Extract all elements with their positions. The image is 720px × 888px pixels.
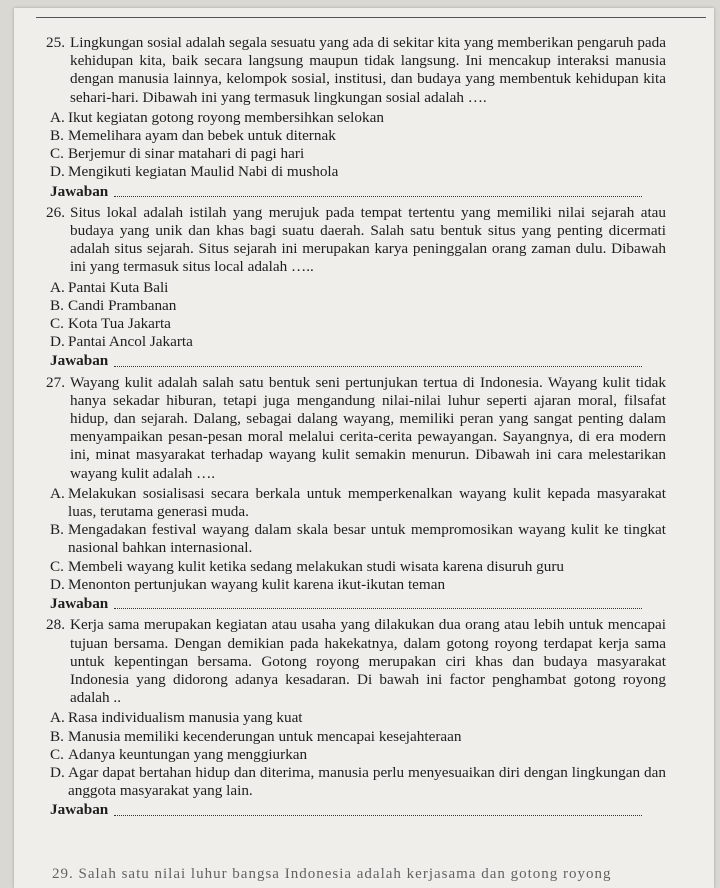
question-text: Lingkungan sosial adalah segala sesuatu yang ada di sekitar kita yang memberikan pengaruh pada kehidupan kita, baik secara langsung maupun tidak langsung. Ini mencakup interaksi manusia dengan manusia lainnya, kelompok sosial, institusi, dan budaya yang membentuk kehidupan kita sehari-hari. Dibawah ini yang termasuk lingkungan sosial adalah …. [70,34,666,106]
option-25-a[interactable] [50,109,666,127]
question-text: Situs lokal adalah istilah yang merujuk pada tempat tertentu yang memiliki nilai sejarah atau budaya yang unik dan khas bagi suatu daerah. Salah satu bentuk situs yang penting dicermati adalah situs sejarah. Situs sejarah ini merupakan karya peninggalan orang zaman dulu. Dibawah ini yang termasuk situs local adalah ….. [70,203,666,276]
option-28-a[interactable] [50,709,666,727]
option-25-b[interactable] [50,127,666,145]
option-letter: D. [50,575,65,593]
option-letter: A. [50,278,65,296]
option-26-b[interactable] [50,297,666,315]
option-text: Melakukan sosialisasi secara berkala untuk memperkenalkan wayang kulit kepada masyarakat luas, terutama generasi muda. [68,484,666,521]
option-text: Candi Prambanan [68,296,177,314]
answer-blank[interactable] [114,608,642,609]
top-border-line [36,17,706,18]
option-letter: B. [50,127,64,145]
questions-list [46,34,666,823]
question-text: Kerja sama merupakan kegiatan atau usaha yang dilakukan dua orang atau lebih untuk mencapai tujuan bersama. Dengan demikian pada hakekatnya, dalam gotong royong terdapat kerja sama untuk kepentingan bersama. Gotong royong merupakan ciri khas dan budaya masyarakat Indonesia yang didorong adanya kesadaran. Di bawah ini factor penghambat gotong royong adalah .. [70,616,666,707]
answer-line-26[interactable] [50,352,666,370]
option-letter: C. [50,745,64,763]
option-letter: C. [50,145,64,163]
option-letter: A. [50,709,65,727]
question-27 [46,374,666,483]
option-text: Menonton pertunjukan wayang kulit karena ikut-ikutan teman [68,575,446,593]
cut-off-next-question: 29. Salah satu nilai luhur bangsa Indonesia adalah kerjasama dan gotong royong [52,866,612,882]
answer-label: Jawaban [50,801,109,819]
option-27-b[interactable] [50,521,666,557]
answer-blank[interactable] [114,815,642,816]
option-27-d[interactable] [50,576,666,594]
option-26-d[interactable] [50,333,666,351]
option-28-b[interactable] [50,728,666,746]
option-letter: D. [50,333,65,351]
option-text: Mengikuti kegiatan Maulid Nabi di mushola [68,163,339,181]
option-letter: B. [50,296,64,314]
question-number: 28. [46,616,65,634]
option-text: Memelihara ayam dan bebek untuk diternak [68,127,336,145]
option-text: Membeli wayang kulit ketika sedang melakukan studi wisata karena disuruh guru [68,557,564,575]
option-text: Manusia memiliki kecenderungan untuk mencapai kesejahteraan [68,727,462,745]
option-28-c[interactable] [50,746,666,764]
option-25-c[interactable] [50,145,666,163]
answer-line-28[interactable] [50,801,666,819]
option-25-d[interactable] [50,163,666,181]
option-26-a[interactable] [50,279,666,297]
option-letter: D. [50,163,65,181]
option-letter: A. [50,484,65,502]
option-26-c[interactable] [50,315,666,333]
question-number: 27. [46,373,65,391]
question-28 [46,616,666,707]
question-text: Wayang kulit adalah salah satu bentuk seni pertunjukan tertua di Indonesia. Wayang kulit tidak hanya sekadar hiburan, tetapi juga mengandung nilai-nilai luhur seperti ajaran moral, filsafat hidup, dan sejarah. Dalang, sebagai dalang wayang, memiliki peran yang sangat penting dalam menyampaikan pesan-pesan moral melalui cerita-cerita pewayangan. Sayangnya, di era modern ini, minat masyarakat terhadap wayang kulit semakin menurun. Dibawah ini cara melestarikan wayang kulit adalah …. [70,373,666,482]
worksheet-page [14,8,714,888]
question-26 [46,204,666,277]
answer-blank[interactable] [114,366,642,367]
option-text: Ikut kegiatan gotong royong membersihkan selokan [68,108,384,126]
answer-line-25[interactable] [50,183,666,201]
option-text: Rasa individualism manusia yang kuat [68,709,303,727]
option-letter: B. [50,521,64,539]
option-text: Mengadakan festival wayang dalam skala besar untuk mempromosikan wayang kulit ke tingkat nasional bahkan internasional. [68,521,666,557]
option-27-a[interactable] [50,485,666,521]
option-text: Pantai Kuta Bali [68,278,169,296]
question-number: 26. [46,203,65,221]
option-letter: A. [50,108,65,126]
answer-line-27[interactable] [50,595,666,613]
question-25 [46,34,666,107]
answer-blank[interactable] [114,196,642,197]
option-28-d[interactable] [50,764,666,800]
option-text: Kota Tua Jakarta [68,315,171,333]
option-text: Agar dapat bertahan hidup dan diterima, manusia perlu menyesuaikan diri dengan lingkungan dan anggota masyarakat yang lain. [68,763,666,800]
option-letter: C. [50,557,64,575]
option-letter: D. [50,763,65,781]
option-text: Pantai Ancol Jakarta [68,333,193,351]
option-27-c[interactable] [50,558,666,576]
answer-label: Jawaban [50,352,109,370]
option-letter: C. [50,315,64,333]
option-letter: B. [50,727,64,745]
option-text: Adanya keuntungan yang menggiurkan [68,745,308,763]
answer-label: Jawaban [50,595,109,613]
question-number: 25. [46,34,65,51]
answer-label: Jawaban [50,182,109,200]
option-text: Berjemur di sinar matahari di pagi hari [68,145,305,163]
